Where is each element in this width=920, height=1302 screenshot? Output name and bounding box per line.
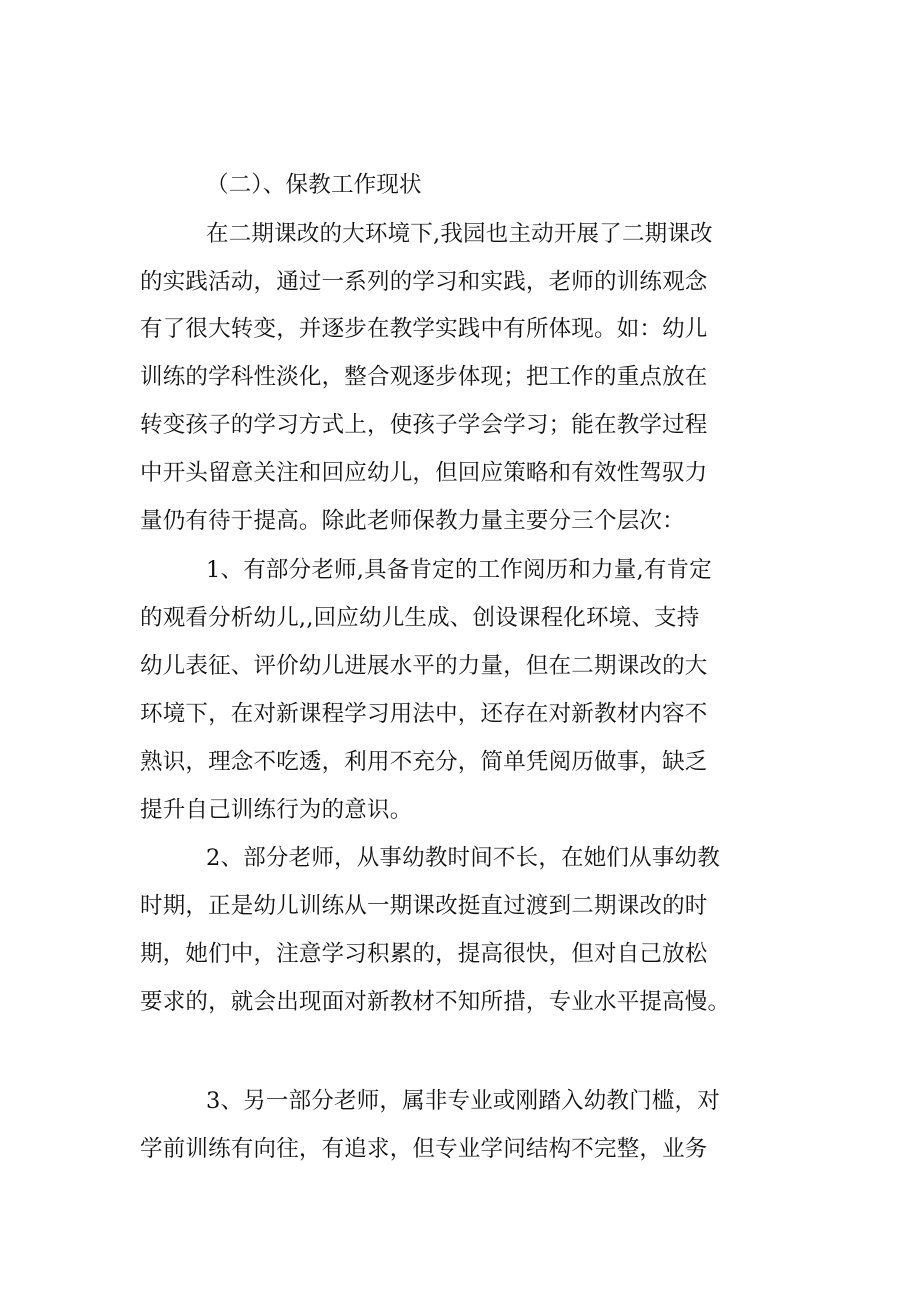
paragraph-line: 熟识，理念不吃透，利用不充分，简单凭阅历做事，缺乏: [140, 749, 708, 775]
paragraph-line: 在二期课改的大环境下,我园也主动开展了二期课改: [206, 221, 713, 247]
paragraph-line: 转变孩子的学习方式上，使孩子学会学习；能在教学过程: [140, 412, 708, 438]
paragraph-line: 中开头留意关注和回应幼儿，但回应策略和有效性驾驭力: [140, 460, 708, 486]
paragraph-line: 环境下，在对新课程学习用法中，还存在对新教材内容不: [140, 701, 708, 727]
paragraph-line: 幼儿表征、评价幼儿进展水平的力量，但在二期课改的大: [140, 653, 708, 679]
paragraph-line: 量仍有待于提高。除此老师保教力量主要分三个层次：: [140, 508, 685, 534]
paragraph-line: 3、另一部分老师，属非专业或刚踏入幼教门槛，对: [206, 1088, 720, 1114]
paragraph-line: 学前训练有向往，有追求，但专业学问结构不完整，业务: [140, 1136, 708, 1162]
paragraph-line: 要求的，就会出现面对新教材不知所措，专业水平提高慢。: [140, 989, 731, 1015]
paragraph-line: 训练的学科性淡化，整合观逐步体现；把工作的重点放在: [140, 364, 708, 390]
paragraph-line: 的实践活动，通过一系列的学习和实践，老师的训练观念: [140, 269, 708, 295]
paragraph-line: 提升自己训练行为的意识。: [140, 797, 413, 823]
paragraph-line: 2、部分老师，从事幼教时间不长，在她们从事幼教: [206, 845, 720, 871]
section-heading: （二）、保教工作现状: [206, 172, 422, 198]
paragraph-line: 期，她们中，注意学习积累的，提高很快，但对自己放松: [140, 941, 708, 967]
paragraph-line: 的观看分析幼儿,,回应幼儿生成、创设课程化环境、支持: [140, 605, 700, 631]
paragraph-line: 时期，正是幼儿训练从一期课改挺直过渡到二期课改的时: [140, 893, 708, 919]
paragraph-line: 有了很大转变，并逐步在教学实践中有所体现。如：幼儿: [140, 316, 708, 342]
paragraph-line: 1、有部分老师,具备肯定的工作阅历和力量,有肯定: [206, 557, 712, 583]
